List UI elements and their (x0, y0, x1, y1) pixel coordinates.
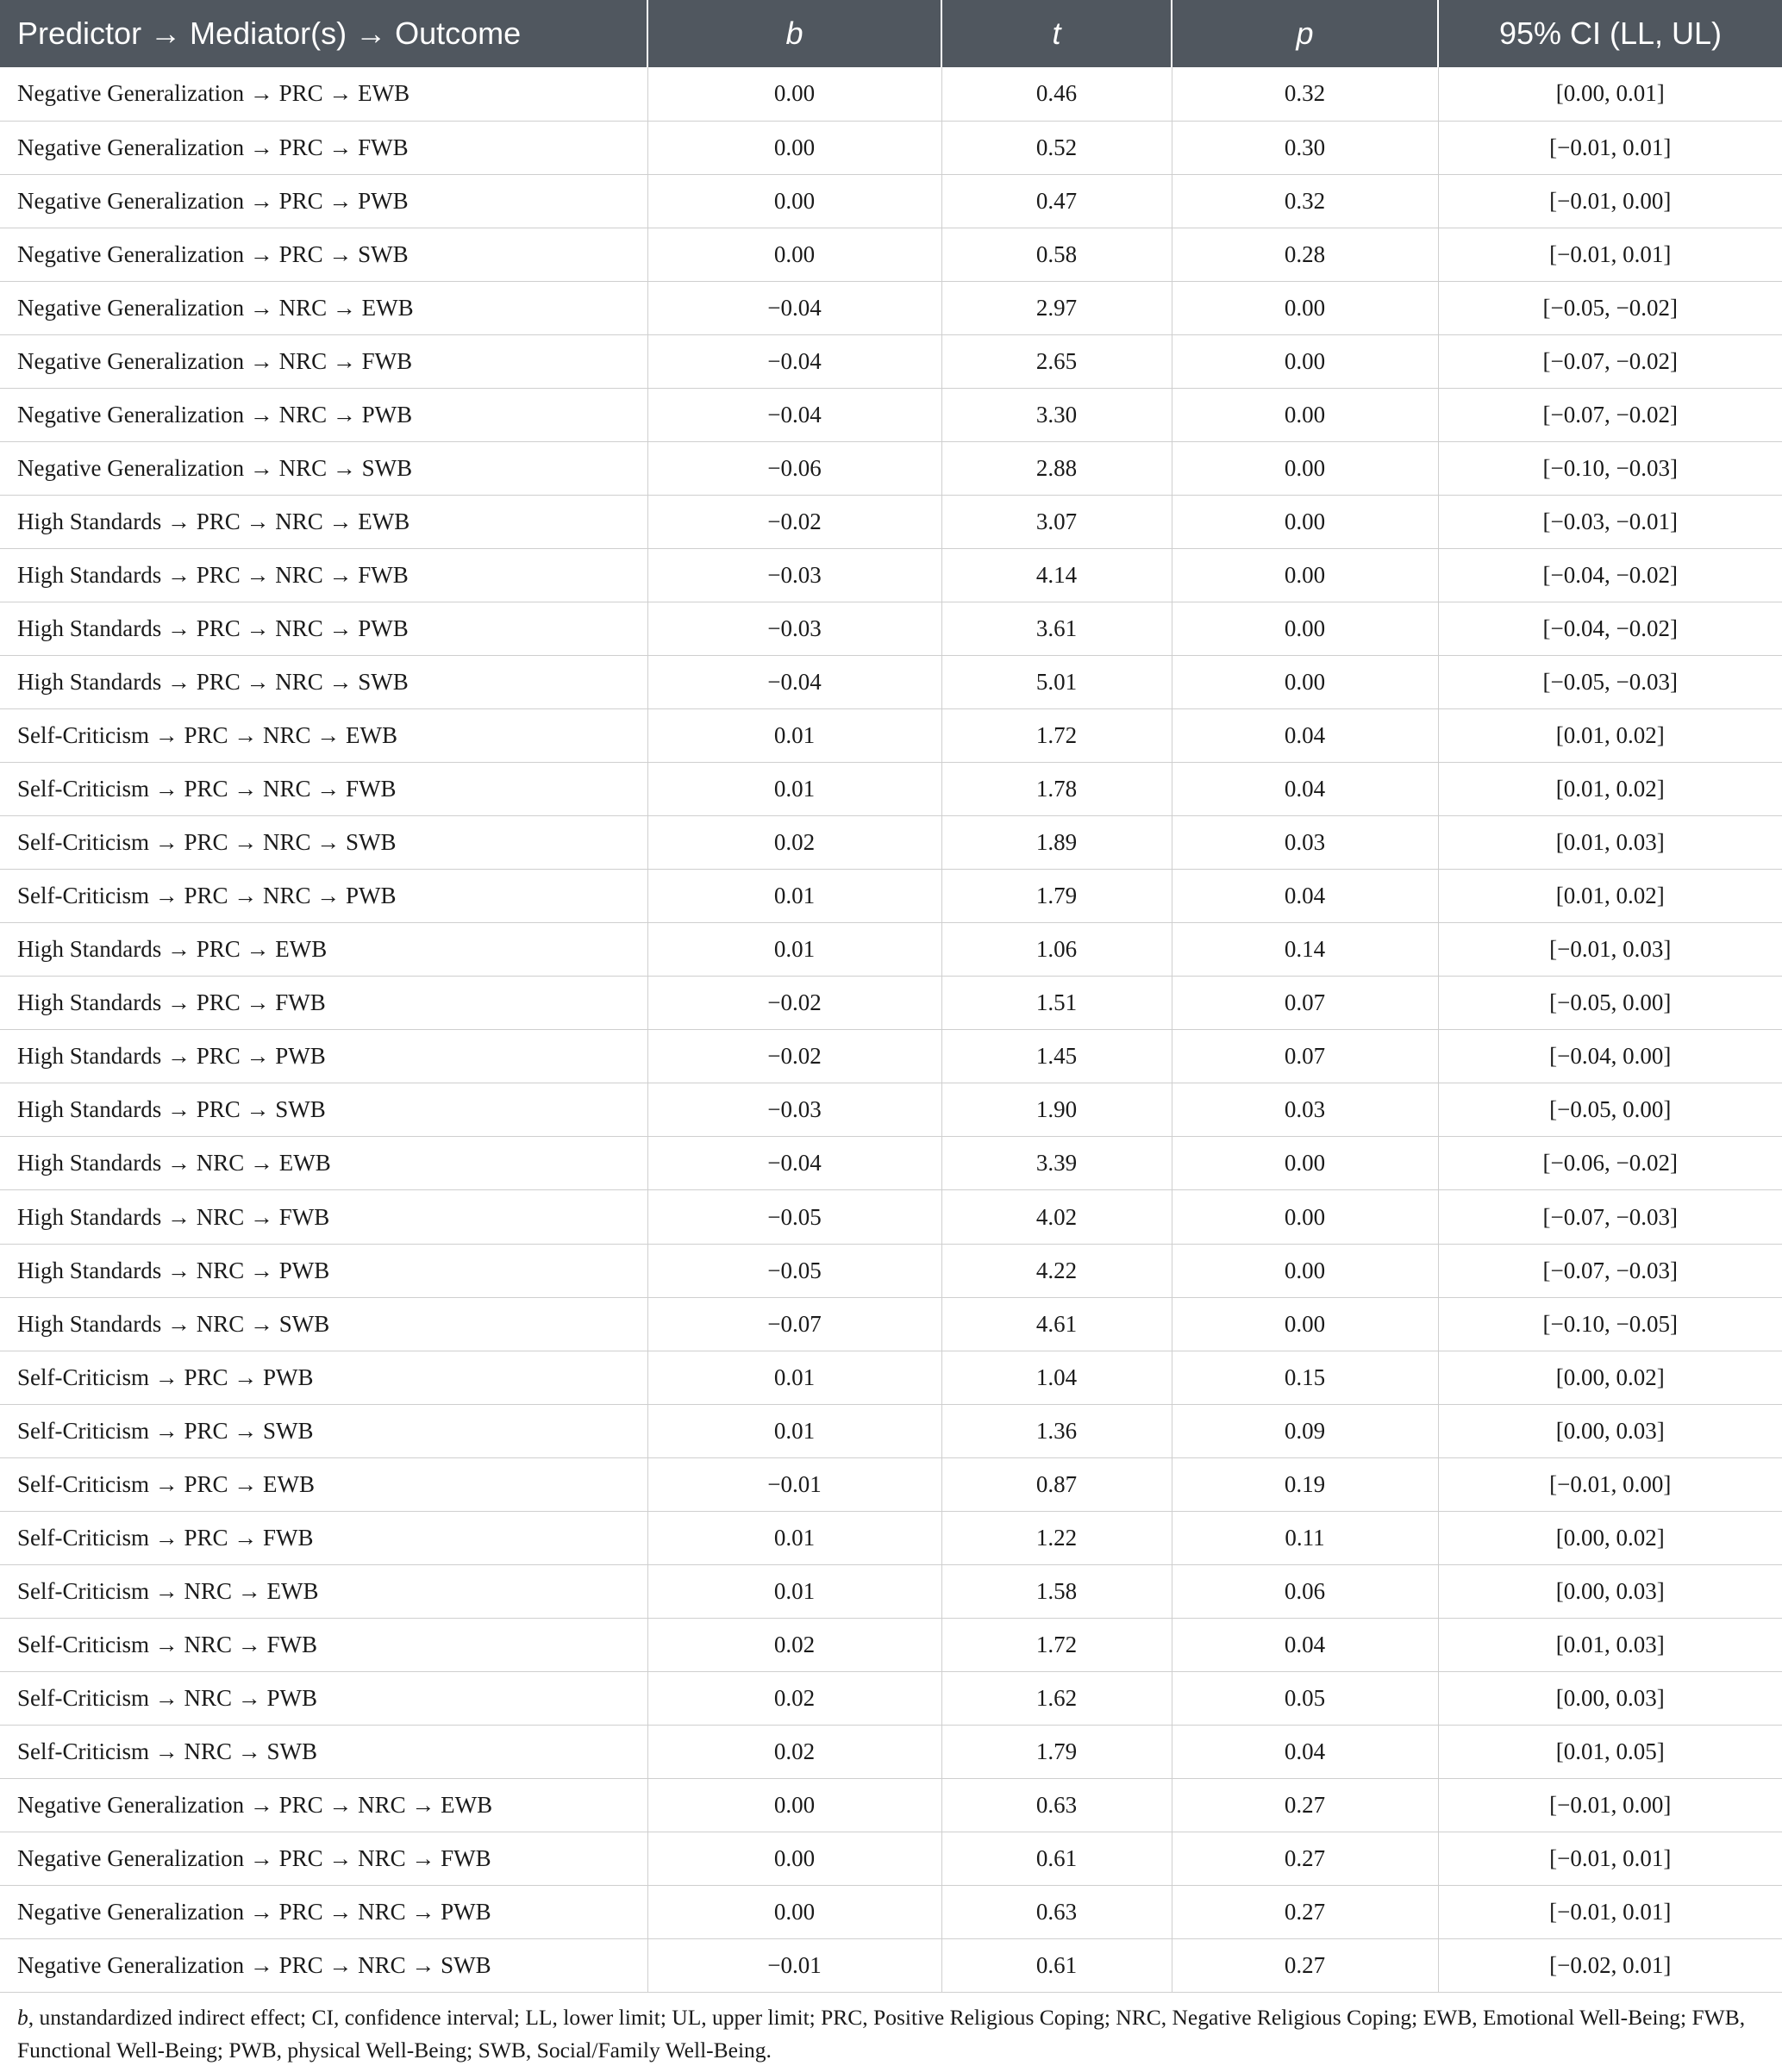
footnote-symbol: b (17, 2005, 28, 2031)
path-cell: High Standards → PRC → EWB (0, 923, 647, 977)
table-row (0, 602, 1782, 655)
p-cell: 0.32 (1172, 174, 1438, 228)
path-cell: High Standards → PRC → NRC → EWB (0, 495, 647, 548)
ci-cell: [−0.05, −0.03] (1438, 656, 1782, 709)
table-header (0, 0, 1782, 67)
table-row (0, 1939, 1782, 1993)
b-cell: 0.00 (647, 174, 941, 228)
path-cell: High Standards → NRC → PWB (0, 1244, 647, 1297)
t-cell: 1.45 (941, 1030, 1172, 1083)
header-ci: 95% CI (LL, UL) (1498, 16, 1723, 51)
path-cell: High Standards → NRC → FWB (0, 1190, 647, 1244)
b-cell: 0.01 (647, 763, 941, 816)
path-cell: Self-Criticism → PRC → NRC → SWB (0, 816, 647, 870)
b-cell: 0.02 (647, 1725, 941, 1778)
path-cell: Negative Generalization → PRC → NRC → FWB (0, 1832, 647, 1886)
path-cell: Self-Criticism → PRC → FWB (0, 1511, 647, 1564)
t-cell: 0.63 (941, 1779, 1172, 1832)
header-t: t (941, 0, 1172, 67)
p-cell: 0.14 (1172, 923, 1438, 977)
table-row (0, 1511, 1782, 1564)
b-cell: −0.02 (647, 977, 941, 1030)
p-cell: 0.00 (1172, 1137, 1438, 1190)
p-cell: 0.09 (1172, 1404, 1438, 1457)
path-cell: High Standards → PRC → NRC → PWB (0, 602, 647, 655)
table-row (0, 121, 1782, 174)
ci-cell: [−0.01, 0.01] (1438, 1886, 1782, 1939)
ci-cell: [−0.07, −0.02] (1438, 334, 1782, 388)
p-cell: 0.04 (1172, 870, 1438, 923)
table-row (0, 548, 1782, 602)
ci-cell: [−0.07, −0.03] (1438, 1244, 1782, 1297)
p-cell: 0.00 (1172, 1190, 1438, 1244)
ci-cell: [0.01, 0.03] (1438, 1618, 1782, 1671)
table-body (0, 67, 1782, 1993)
t-cell: 4.22 (941, 1244, 1172, 1297)
p-cell: 0.19 (1172, 1457, 1438, 1511)
table-row (0, 1190, 1782, 1244)
table-row (0, 1404, 1782, 1457)
b-cell: 0.00 (647, 1832, 941, 1886)
p-cell: 0.32 (1172, 67, 1438, 121)
table-row (0, 1351, 1782, 1404)
t-cell: 0.87 (941, 1457, 1172, 1511)
path-cell: Negative Generalization → PRC → NRC → PWB (0, 1886, 647, 1939)
path-cell: Self-Criticism → PRC → NRC → PWB (0, 870, 647, 923)
path-cell: Negative Generalization → PRC → SWB (0, 228, 647, 281)
ci-cell: [−0.04, 0.00] (1438, 1030, 1782, 1083)
table-row (0, 1297, 1782, 1351)
ci-cell: [−0.07, −0.03] (1438, 1190, 1782, 1244)
table-row (0, 870, 1782, 923)
p-cell: 0.00 (1172, 602, 1438, 655)
path-cell: High Standards → PRC → NRC → SWB (0, 656, 647, 709)
b-cell: −0.04 (647, 388, 941, 441)
t-cell: 0.61 (941, 1832, 1172, 1886)
t-cell: 1.51 (941, 977, 1172, 1030)
path-cell: Negative Generalization → PRC → FWB (0, 121, 647, 174)
path-cell: Negative Generalization → NRC → FWB (0, 334, 647, 388)
ci-cell: [−0.01, 0.01] (1438, 121, 1782, 174)
b-cell: 0.02 (647, 1618, 941, 1671)
ci-cell: [−0.04, −0.02] (1438, 602, 1782, 655)
path-cell: Negative Generalization → NRC → SWB (0, 441, 647, 495)
path-cell: Negative Generalization → PRC → NRC → SWB (0, 1939, 647, 1993)
ci-cell: [−0.10, −0.03] (1438, 441, 1782, 495)
table-row (0, 923, 1782, 977)
table-row (0, 1030, 1782, 1083)
t-cell: 1.62 (941, 1671, 1172, 1725)
p-cell: 0.05 (1172, 1671, 1438, 1725)
p-cell: 0.06 (1172, 1564, 1438, 1618)
t-cell: 3.07 (941, 495, 1172, 548)
t-cell: 1.90 (941, 1083, 1172, 1137)
b-cell: 0.01 (647, 1511, 941, 1564)
p-cell: 0.03 (1172, 1083, 1438, 1137)
b-cell: −0.04 (647, 334, 941, 388)
ci-cell: [−0.05, 0.00] (1438, 1083, 1782, 1137)
b-cell: −0.01 (647, 1939, 941, 1993)
t-cell: 1.89 (941, 816, 1172, 870)
path-cell: Self-Criticism → PRC → PWB (0, 1351, 647, 1404)
p-cell: 0.00 (1172, 281, 1438, 334)
path-cell: Negative Generalization → PRC → PWB (0, 174, 647, 228)
ci-cell: [0.00, 0.02] (1438, 1351, 1782, 1404)
table-row (0, 1832, 1782, 1886)
t-cell: 1.04 (941, 1351, 1172, 1404)
t-cell: 0.58 (941, 228, 1172, 281)
header-path: Predictor → Mediator(s) → Outcome (0, 0, 647, 67)
ci-cell: [0.01, 0.05] (1438, 1725, 1782, 1778)
b-cell: 0.01 (647, 1564, 941, 1618)
ci-cell: [−0.01, 0.00] (1438, 1779, 1782, 1832)
path-cell: Self-Criticism → NRC → PWB (0, 1671, 647, 1725)
p-cell: 0.07 (1172, 977, 1438, 1030)
table-row (0, 174, 1782, 228)
table-row (0, 1083, 1782, 1137)
p-cell: 0.00 (1172, 656, 1438, 709)
ci-cell: [−0.01, 0.01] (1438, 1832, 1782, 1886)
b-cell: 0.00 (647, 1779, 941, 1832)
ci-cell: [−0.07, −0.02] (1438, 388, 1782, 441)
ci-cell: [−0.01, 0.03] (1438, 923, 1782, 977)
table-row (0, 228, 1782, 281)
b-cell: 0.00 (647, 67, 941, 121)
t-cell: 3.30 (941, 388, 1172, 441)
p-cell: 0.00 (1172, 441, 1438, 495)
table-row (0, 1886, 1782, 1939)
table-row (0, 441, 1782, 495)
header-p: p (1172, 0, 1438, 67)
t-cell: 4.02 (941, 1190, 1172, 1244)
table-footnote (0, 1993, 1782, 2067)
t-cell: 2.97 (941, 281, 1172, 334)
t-cell: 1.78 (941, 763, 1172, 816)
t-cell: 1.72 (941, 1618, 1172, 1671)
table-row (0, 388, 1782, 441)
b-cell: −0.02 (647, 1030, 941, 1083)
path-cell: Self-Criticism → NRC → SWB (0, 1725, 647, 1778)
b-cell: −0.03 (647, 602, 941, 655)
ci-cell: [−0.04, −0.02] (1438, 548, 1782, 602)
ci-cell: [−0.02, 0.01] (1438, 1939, 1782, 1993)
p-cell: 0.27 (1172, 1832, 1438, 1886)
p-cell: 0.00 (1172, 1244, 1438, 1297)
p-cell: 0.00 (1172, 1297, 1438, 1351)
b-cell: 0.01 (647, 923, 941, 977)
table-row (0, 1618, 1782, 1671)
p-cell: 0.04 (1172, 709, 1438, 763)
p-cell: 0.04 (1172, 1725, 1438, 1778)
ci-cell: [0.01, 0.02] (1438, 763, 1782, 816)
b-cell: −0.02 (647, 495, 941, 548)
p-cell: 0.15 (1172, 1351, 1438, 1404)
p-cell: 0.28 (1172, 228, 1438, 281)
path-cell: Self-Criticism → PRC → SWB (0, 1404, 647, 1457)
p-cell: 0.27 (1172, 1939, 1438, 1993)
t-cell: 3.61 (941, 602, 1172, 655)
p-cell: 0.27 (1172, 1779, 1438, 1832)
ci-cell: [0.00, 0.03] (1438, 1564, 1782, 1618)
b-cell: −0.04 (647, 656, 941, 709)
ci-cell: [0.00, 0.01] (1438, 67, 1782, 121)
t-cell: 2.88 (941, 441, 1172, 495)
b-cell: 0.02 (647, 816, 941, 870)
b-cell: −0.03 (647, 1083, 941, 1137)
b-cell: 0.01 (647, 709, 941, 763)
table-row (0, 334, 1782, 388)
p-cell: 0.04 (1172, 763, 1438, 816)
b-cell: 0.00 (647, 1886, 941, 1939)
t-cell: 0.61 (941, 1939, 1172, 1993)
header-b: b (647, 0, 941, 67)
path-cell: Negative Generalization → NRC → EWB (0, 281, 647, 334)
p-cell: 0.04 (1172, 1618, 1438, 1671)
p-cell: 0.00 (1172, 334, 1438, 388)
p-cell: 0.03 (1172, 816, 1438, 870)
path-cell: High Standards → PRC → PWB (0, 1030, 647, 1083)
path-cell: Self-Criticism → PRC → EWB (0, 1457, 647, 1511)
ci-cell: [0.01, 0.02] (1438, 870, 1782, 923)
t-cell: 1.36 (941, 1404, 1172, 1457)
ci-cell: [−0.01, 0.00] (1438, 1457, 1782, 1511)
table-row (0, 1671, 1782, 1725)
path-cell: Self-Criticism → PRC → NRC → EWB (0, 709, 647, 763)
ci-cell: [−0.05, −0.02] (1438, 281, 1782, 334)
ci-cell: [0.00, 0.02] (1438, 1511, 1782, 1564)
p-cell: 0.27 (1172, 1886, 1438, 1939)
t-cell: 1.79 (941, 870, 1172, 923)
table-row (0, 67, 1782, 121)
t-cell: 1.58 (941, 1564, 1172, 1618)
table-row (0, 1779, 1782, 1832)
t-cell: 1.22 (941, 1511, 1172, 1564)
t-cell: 0.47 (941, 174, 1172, 228)
p-cell: 0.07 (1172, 1030, 1438, 1083)
b-cell: 0.02 (647, 1671, 941, 1725)
table-row (0, 709, 1782, 763)
ci-cell: [0.00, 0.03] (1438, 1404, 1782, 1457)
path-cell: High Standards → PRC → NRC → FWB (0, 548, 647, 602)
table-row (0, 281, 1782, 334)
t-cell: 1.06 (941, 923, 1172, 977)
t-cell: 5.01 (941, 656, 1172, 709)
p-cell: 0.30 (1172, 121, 1438, 174)
p-cell: 0.00 (1172, 388, 1438, 441)
path-cell: High Standards → NRC → SWB (0, 1297, 647, 1351)
table-row (0, 495, 1782, 548)
p-cell: 0.11 (1172, 1511, 1438, 1564)
ci-cell: [−0.03, −0.01] (1438, 495, 1782, 548)
b-cell: −0.04 (647, 1137, 941, 1190)
footnote-text: , unstandardized indirect effect; CI, confidence interval; LL, lower limit; UL, upper limit; PRC, Positive Religious Coping; NRC, Negative Religious Coping; EWB, Emotional Well-Being; FWB, Functional Well-Being; PWB, physical Well-Being; SWB, Social/Family Well-Being. (17, 2005, 1746, 2063)
ci-cell: [−0.05, 0.00] (1438, 977, 1782, 1030)
t-cell: 4.14 (941, 548, 1172, 602)
t-cell: 0.46 (941, 67, 1172, 121)
ci-cell: [0.01, 0.02] (1438, 709, 1782, 763)
b-cell: −0.05 (647, 1244, 941, 1297)
ci-cell: [−0.10, −0.05] (1438, 1297, 1782, 1351)
path-cell: High Standards → PRC → FWB (0, 977, 647, 1030)
t-cell: 4.61 (941, 1297, 1172, 1351)
ci-cell: [−0.06, −0.02] (1438, 1137, 1782, 1190)
t-cell: 0.63 (941, 1886, 1172, 1939)
b-cell: 0.01 (647, 870, 941, 923)
path-cell: Self-Criticism → PRC → NRC → FWB (0, 763, 647, 816)
ci-cell: [−0.01, 0.00] (1438, 174, 1782, 228)
path-cell: High Standards → PRC → SWB (0, 1083, 647, 1137)
t-cell: 0.52 (941, 121, 1172, 174)
b-cell: −0.06 (647, 441, 941, 495)
path-cell: Negative Generalization → NRC → PWB (0, 388, 647, 441)
t-cell: 2.65 (941, 334, 1172, 388)
t-cell: 3.39 (941, 1137, 1172, 1190)
b-cell: −0.04 (647, 281, 941, 334)
p-cell: 0.00 (1172, 495, 1438, 548)
b-cell: 0.00 (647, 228, 941, 281)
table-row (0, 763, 1782, 816)
b-cell: −0.03 (647, 548, 941, 602)
b-cell: 0.00 (647, 121, 941, 174)
path-cell: Negative Generalization → PRC → NRC → EWB (0, 1779, 647, 1832)
table-row (0, 1564, 1782, 1618)
table-row (0, 1457, 1782, 1511)
path-cell: Self-Criticism → NRC → EWB (0, 1564, 647, 1618)
table-row (0, 977, 1782, 1030)
p-cell: 0.00 (1172, 548, 1438, 602)
path-cell: Negative Generalization → PRC → EWB (0, 67, 647, 121)
ci-cell: [0.01, 0.03] (1438, 816, 1782, 870)
t-cell: 1.72 (941, 709, 1172, 763)
ci-cell: [−0.01, 0.01] (1438, 228, 1782, 281)
table-row (0, 656, 1782, 709)
b-cell: 0.01 (647, 1351, 941, 1404)
table-row (0, 1244, 1782, 1297)
table-row (0, 816, 1782, 870)
table-row (0, 1725, 1782, 1778)
t-cell: 1.79 (941, 1725, 1172, 1778)
header-row (0, 0, 1782, 67)
table-row (0, 1137, 1782, 1190)
b-cell: −0.07 (647, 1297, 941, 1351)
b-cell: −0.01 (647, 1457, 941, 1511)
path-cell: Self-Criticism → NRC → FWB (0, 1618, 647, 1671)
ci-cell: [0.00, 0.03] (1438, 1671, 1782, 1725)
b-cell: 0.01 (647, 1404, 941, 1457)
b-cell: −0.05 (647, 1190, 941, 1244)
path-cell: High Standards → NRC → EWB (0, 1137, 647, 1190)
